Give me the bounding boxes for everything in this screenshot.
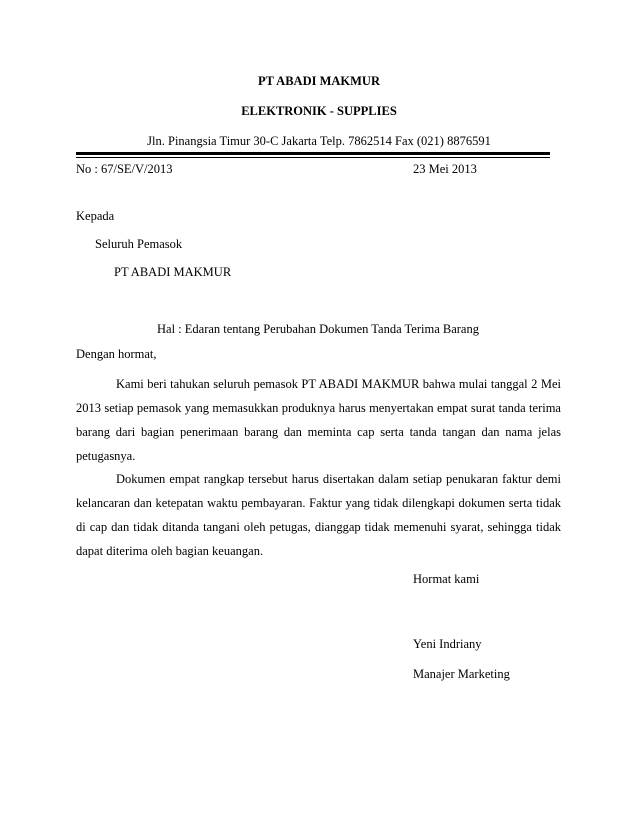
body-paragraph-2 <box>76 467 561 563</box>
recipient-line2: PT ABADI MAKMUR <box>114 265 232 279</box>
header-rule-thin <box>76 157 550 158</box>
body-paragraph-2-text: Dokumen empat rangkap tersebut harus disertakan dalam setiap penukaran faktur demi kelancaran dan ketepatan waktu pembayaran. Faktur yang tidak dilengkapi dokumen serta tidak di cap dan tidak ditanda tangani oleh petugas, dianggap tidak memenuhi syarat, sehingga tidak dapat diterima oleh bagian keuangan. <box>76 472 561 558</box>
body-paragraph-1 <box>76 372 561 468</box>
body-paragraph-1-text: Kami beri tahukan seluruh pemasok PT ABADI MAKMUR bahwa mulai tanggal 2 Mei 2013 setiap pemasok yang memasukkan produknya harus menyertakan empat surat tanda terima barang dari bagian penerimaan barang dan meminta cap serta tanda tangan dan nama jelas petugasnya. <box>76 377 561 463</box>
letter-number: No : 67/SE/V/2013 <box>76 162 173 176</box>
letter-subject: Hal : Edaran tentang Perubahan Dokumen Tanda Terima Barang <box>157 322 479 336</box>
company-tagline: ELEKTRONIK - SUPPLIES <box>241 104 397 118</box>
signer-title: Manajer Marketing <box>413 667 510 681</box>
signer-name: Yeni Indriany <box>413 637 482 651</box>
company-address: Jln. Pinangsia Timur 30-C Jakarta Telp. 7862514 Fax (021) 8876591 <box>147 134 491 148</box>
letter-date: 23 Mei 2013 <box>413 162 477 176</box>
closing-greeting: Hormat kami <box>413 572 480 586</box>
recipient-line1: Seluruh Pemasok <box>95 237 183 251</box>
header-rule-thick <box>76 152 550 155</box>
recipient-label: Kepada <box>76 209 115 223</box>
salutation: Dengan hormat, <box>76 347 157 361</box>
company-name: PT ABADI MAKMUR <box>258 74 380 88</box>
